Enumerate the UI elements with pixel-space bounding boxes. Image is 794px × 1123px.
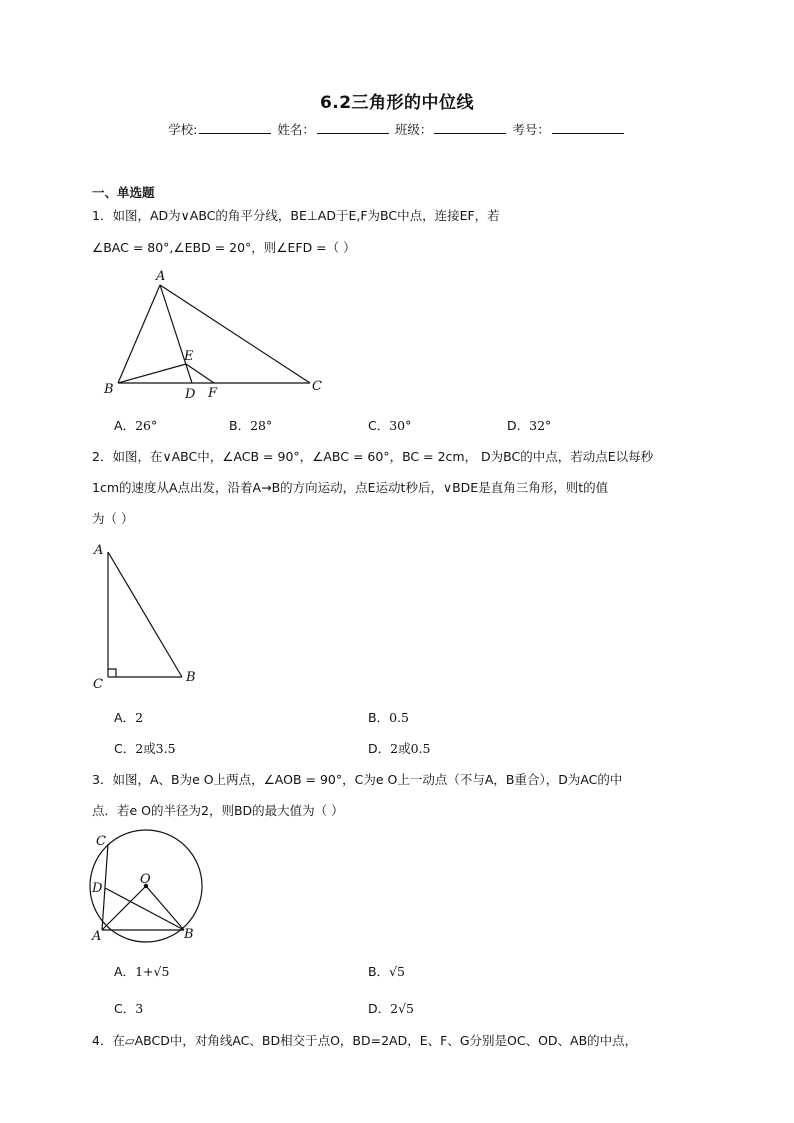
q1-option-c[interactable]: C．30°	[368, 418, 412, 433]
q3-label-b: B	[184, 927, 194, 942]
q2-segment-ab	[108, 552, 182, 677]
q1-option-a[interactable]: A．26°	[114, 418, 158, 433]
q2-text-line1: 2．如图，在∨ABC中，∠ACB = 90°，∠ABC = 60°，BC = 2cm， D为BC的中点，若动点E以每秒	[92, 449, 654, 464]
q2-label-b: B	[186, 670, 196, 685]
q2-option-c[interactable]: C．2或3.5	[114, 741, 176, 756]
student-info-line	[0, 120, 794, 138]
q3-label-d: D	[92, 881, 103, 896]
q1-segment-be	[118, 364, 186, 383]
q2-figure	[88, 540, 208, 692]
q1-text-line2: ∠BAC = 80°,∠EBD = 20°，则∠EFD =（ ）	[92, 240, 356, 255]
q1-segment-ad	[160, 285, 192, 383]
q3-segment-ca	[102, 844, 108, 930]
q2-label-a: A	[94, 543, 104, 558]
q2-option-a[interactable]: A．2	[114, 710, 144, 725]
q1-segment-ac	[160, 285, 310, 383]
q1-text-line1: 1．如图，AD为∨ABC的角平分线，BE⊥AD于E,F为BC中点，连接EF，若	[92, 208, 500, 223]
q2-right-angle-mark	[108, 669, 116, 677]
exam-no-blank[interactable]	[552, 121, 624, 134]
q1-figure	[98, 266, 338, 406]
q3-text-line2: 点．若e O的半径为2，则BD的最大值为（ ）	[92, 803, 344, 818]
q1-label-c: C	[312, 379, 322, 394]
q4-text-line1: 4．在▱ABCD中，对角线AC、BD相交于点O，BD=2AD，E、F、G分别是OC、OD、AB的中点，	[92, 1033, 638, 1048]
q2-text-line2: 1cm的速度从A点出发，沿着A→B的方向运动，点E运动t秒后，∨BDE是直角三角形，则t的值	[92, 480, 609, 495]
class-blank[interactable]	[434, 121, 506, 134]
page-title: 6.2三角形的中位线	[319, 93, 475, 113]
q1-segment-ef	[186, 364, 214, 383]
q3-label-o: O	[140, 872, 151, 887]
q1-label-b: B	[104, 382, 114, 397]
q3-segment-db	[105, 888, 184, 930]
q1-label-f: F	[208, 386, 218, 401]
exam-no-label: 考号：	[512, 122, 550, 137]
q2-text-line3: 为（ ）	[92, 511, 134, 526]
q3-option-a[interactable]: A．1+√5	[114, 964, 170, 979]
school-blank[interactable]	[199, 121, 271, 134]
q2-option-b[interactable]: B．0.5	[368, 710, 409, 725]
school-label: 学校:	[168, 122, 198, 137]
name-blank[interactable]	[317, 121, 389, 134]
q3-figure	[84, 826, 214, 944]
section-heading: 一、单选题	[92, 185, 155, 200]
q1-segment-ab	[118, 285, 160, 383]
q3-label-a: A	[92, 929, 102, 944]
q2-label-c: C	[93, 677, 103, 692]
q3-segment-ob	[146, 886, 184, 930]
q1-label-d: D	[185, 387, 196, 402]
q1-option-b[interactable]: B．28°	[229, 418, 273, 433]
name-label: 姓名：	[277, 122, 315, 137]
class-label: 班级：	[394, 122, 433, 137]
q1-option-d[interactable]: D．32°	[507, 418, 552, 433]
q3-option-c[interactable]: C．3	[114, 1001, 144, 1016]
q3-label-c: C	[96, 834, 106, 849]
q3-segment-ao	[102, 886, 146, 930]
q1-label-a: A	[156, 269, 166, 284]
q3-text-line1: 3．如图，A、B为e O上两点，∠AOB = 90°，C为e O上一动点（不与A，B重合），D为AC的中	[92, 772, 623, 787]
q2-option-d[interactable]: D．2或0.5	[368, 741, 431, 756]
q3-option-d[interactable]: D．2√5	[368, 1001, 415, 1016]
q3-option-b[interactable]: B．√5	[368, 964, 405, 979]
q1-label-e: E	[184, 349, 194, 364]
